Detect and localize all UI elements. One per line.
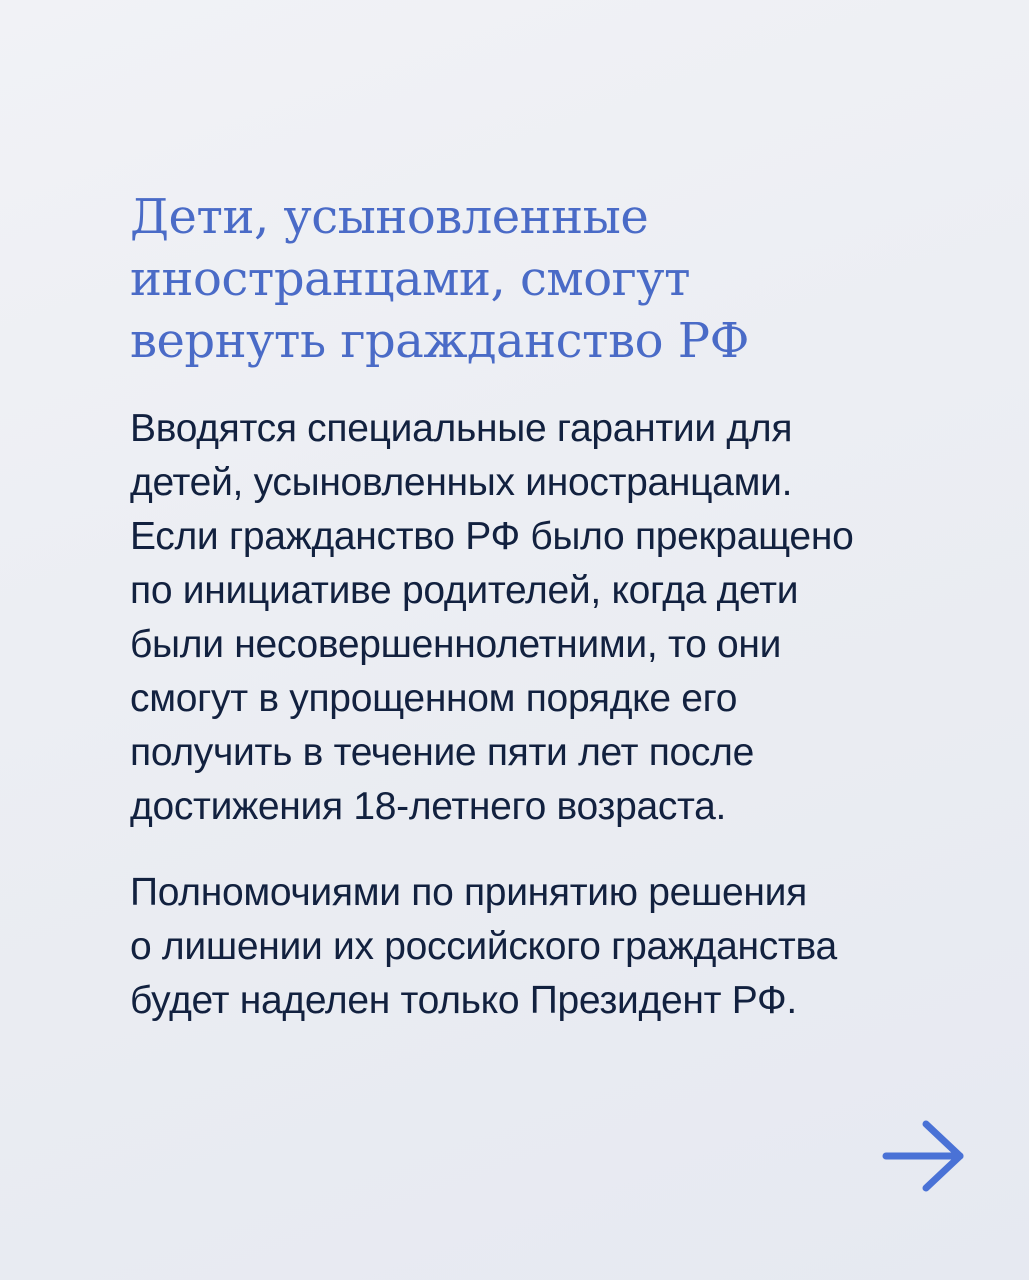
paragraph-line: по инициативе родителей, когда дети	[130, 569, 799, 612]
paragraph-line: о лишении их российского гражданства	[130, 925, 837, 968]
title-line: Дети, усыновленные	[130, 189, 649, 245]
paragraph-line: Полномочиями по принятию решения	[130, 871, 807, 914]
title-line: иностранцами, смогут	[130, 251, 691, 307]
slide-title	[130, 186, 980, 372]
paragraph-line: получить в течение пяти лет после	[130, 731, 754, 774]
paragraph-line: Вводятся специальные гарантии для	[130, 407, 793, 450]
paragraph-line: детей, усыновленных иностранцами.	[130, 461, 793, 504]
paragraph-line: Если гражданство РФ было прекращено	[130, 515, 854, 558]
arrow-right-icon[interactable]	[880, 1118, 970, 1198]
title-line: вернуть гражданство РФ	[130, 313, 749, 369]
arrow-right-icon-graphic	[880, 1118, 970, 1198]
paragraph-line: были несовершеннолетними, то они	[130, 623, 782, 666]
body-paragraph-guarantees	[130, 402, 980, 834]
paragraph-line: смогут в упрощенном порядке его	[130, 677, 738, 720]
paragraph-line: будет наделен только Президент РФ.	[130, 979, 797, 1022]
body-paragraph-president	[130, 866, 980, 1028]
paragraph-line: достижения 18-летнего возраста.	[130, 785, 727, 828]
slide-content	[130, 186, 980, 1028]
